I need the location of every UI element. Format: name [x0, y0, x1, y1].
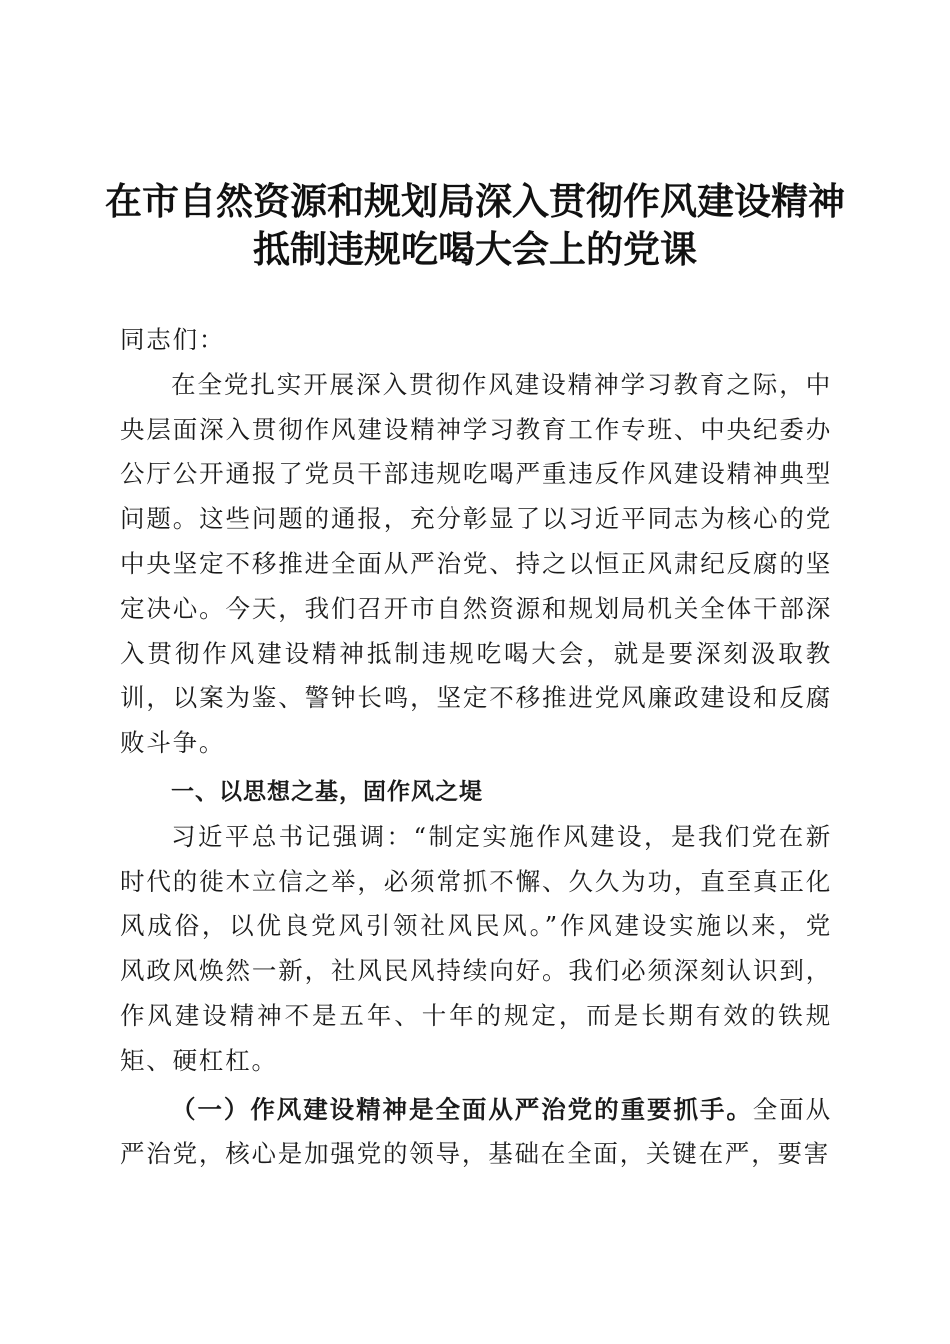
salutation: 同志们： [120, 325, 226, 354]
paragraph-section-1: 习近平总书记强调：“制定实施作风建设，是我们党在新时代的徙木立信之举，必须常抓不懈、久久为功，直至真正化风成俗，以优良党风引领社风民风。”作风建设实施以来，党风政风焕然一新，社风民风持续向好。我们必须深刻认识到，作风建设精神不是五年、十年的规定，而是长期有效的铁规矩、硬杠杠。 [120, 821, 832, 1075]
document-body [120, 318, 832, 1177]
subsection-1-text: 全面从严治党，核心是加强党的领导，基础在全面，关键在严，要害 [120, 1094, 832, 1169]
paragraph-intro: 在全党扎实开展深入贯彻作风建设精神学习教育之际，中央层面深入贯彻作风建设精神学习教育工作专班、中央纪委办公厅公开通报了党员干部违规吃喝严重违反作风建设精神典型问题。这些问题的通报，充分彰显了以习近平同志为核心的党中央坚定不移推进全面从严治党、持之以恒正风肃纪反腐的坚定决心。今天，我们召开市自然资源和规划局机关全体干部深入贯彻作风建设精神抵制违规吃喝大会，就是要深刻汲取教训，以案为鉴、警钟长鸣，坚定不移推进党风廉政建设和反腐败斗争。 [120, 369, 832, 758]
section-heading-1: 一、以思想之基，固作风之堤 [171, 778, 483, 805]
paragraph-subsection-1 [120, 1088, 832, 1178]
subsection-1-lead: （一）作风建设精神是全面从严治党的重要抓手。 [171, 1094, 753, 1124]
document-title-line-2: 抵制违规吃喝大会上的党课 [253, 228, 697, 271]
document-title-line-1: 在市自然资源和规划局深入贯彻作风建设精神 [105, 180, 845, 223]
